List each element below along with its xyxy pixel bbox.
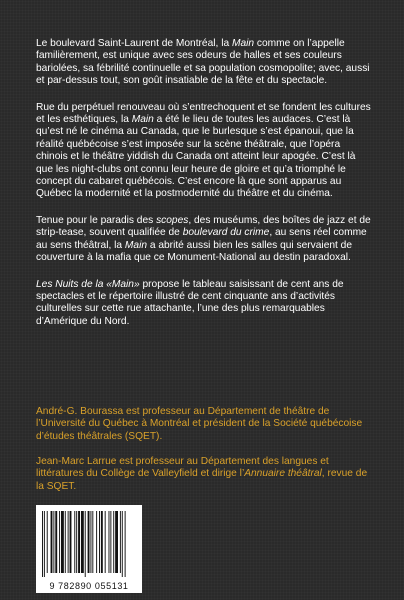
barcode-bar: [65, 511, 66, 573]
barcode-bar: [51, 511, 53, 573]
barcode-bar: [88, 511, 90, 573]
author-bio-larrue: Jean-Marc Larrue est professeur au Département des langues et littératures du Collège de Valleyfield et dirige l’Annuaire théâtral, revue de la SQET.: [36, 456, 368, 492]
barcode-bar: [76, 511, 77, 573]
barcode-bar: [120, 511, 121, 573]
barcode-bar: [109, 511, 110, 573]
barcode-bar: [105, 511, 106, 573]
barcode-bar: [90, 511, 91, 573]
barcode-bar: [92, 511, 93, 573]
barcode-bar: [74, 511, 75, 573]
blurb-paragraph-1: Le boulevard Saint-Laurent de Montréal, la Main comme on l’appelle familièrement, est unique avec ses odeurs de halles et ses couleurs bariolées, sa fébrilité continuelle et sa population cosmopolite; avec, aussi et par-dessus tout, son goût insatiable de la fête et du spectacle.: [36, 38, 370, 87]
barcode-bar: [68, 511, 69, 573]
barcode-bar: [78, 511, 80, 573]
barcode-bar: [59, 511, 60, 573]
barcode-bar: [110, 511, 111, 573]
italic-run: Main: [131, 114, 154, 126]
isbn-barcode: [36, 505, 142, 593]
blurb-text: [36, 38, 371, 342]
blurb-paragraph-2: Rue du perpétuel renouveau où s’entrechoquent et se fondent les cultures et les esthétiques, la Main a été le lieu de toutes les audaces. C’est là qu’est né le cinéma au Canada, que le burlesque s’est épanoui, que la réalité québécoise s’est imposée sur la scène théâtrale, que l’opéra chinois et le théâtre yiddish du Canada ont atteint leur apogée. C’est là que les night-clubs ont connu leur heure de gloire et qu’a triomphé le concept du cabaret québécois. C’est encore là que sont apparus au Québec la modernité et la postmodernité du théâtre et du cinéma.: [36, 101, 371, 200]
barcode-bars: [36, 505, 142, 579]
italic-run: scopes: [156, 214, 189, 226]
blurb-paragraph-3: Tenue pour le paradis des scopes, des muséums, des boîtes de jazz et de strip-tease, souvent qualifiée de boulevard du crime, au sens réel comme au sens théâtral, la Main a abrité aussi bien les salles qui servaient de couverture à la mafia que ce Monument-National au destin paradoxal.: [36, 214, 371, 264]
author-bio-bourassa: André-G. Bourassa est professeur au Département de théâtre de l’Université du Québec à Montréal et président de la Société québécoise d’études théâtrales (SQET).: [36, 406, 363, 442]
barcode-bar: [122, 511, 123, 577]
italic-run: Main: [124, 239, 148, 251]
barcode-bar: [53, 511, 54, 573]
barcode-bar: [44, 511, 45, 577]
barcode-bar: [61, 511, 64, 573]
italic-run: Les Nuits de la «Main»: [36, 278, 140, 290]
barcode-bar: [99, 511, 100, 573]
barcode-bar: [42, 511, 43, 577]
barcode-bar: [55, 511, 57, 573]
barcode-bar: [70, 511, 72, 573]
barcode-bar: [115, 511, 118, 573]
barcode-bar: [47, 511, 48, 573]
barcode-bar: [96, 511, 97, 573]
barcode-bar: [101, 511, 103, 573]
barcode-bar: [113, 511, 114, 573]
barcode-bar: [85, 511, 86, 577]
italic-run: Annuaire théâtral: [244, 468, 322, 480]
barcode-bar: [81, 511, 84, 573]
isbn-number: 9 782890 055131: [49, 581, 129, 591]
italic-run: Main: [231, 38, 255, 49]
barcode-bar: [125, 511, 126, 577]
italic-run: boulevard du crime: [182, 227, 270, 239]
blurb-paragraph-4: Les Nuits de la «Main» propose le tableau saisissant de cent ans de spectacles et le répertoire illustré de cent cinquante ans d’activités culturelles sur cette rue attachante, l’une des plus remarquables d’Amérique du Nord.: [36, 278, 344, 327]
